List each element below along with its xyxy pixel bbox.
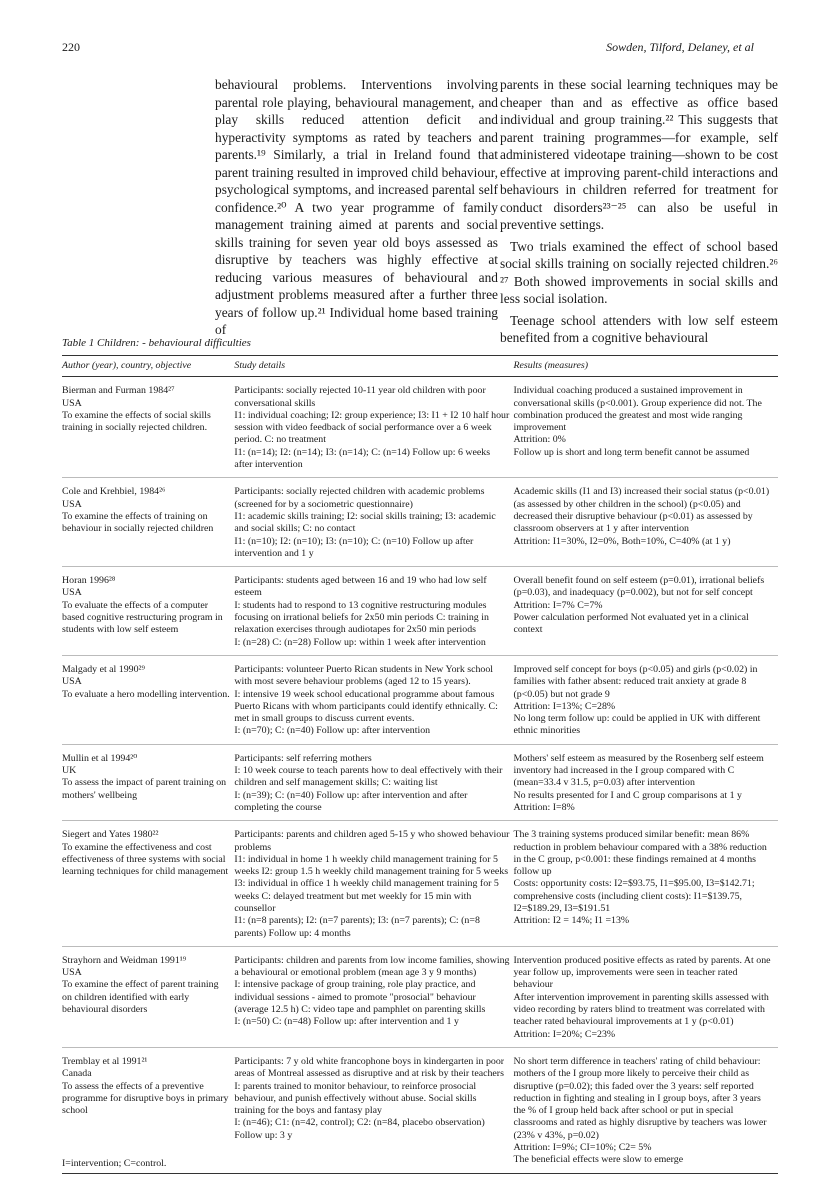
cell-line: UK	[62, 765, 77, 777]
cell-line: Academic skills (I1 and I3) increased their social status (p<0.01) (as assessed by other children in the school) (p<0.05) and decreased their disruptive behaviour (p<0.01) as assessed by classroom observers at 1 y after intervention	[513, 486, 770, 535]
cell-study-details	[234, 478, 513, 567]
cell-author	[62, 567, 234, 656]
cell-results	[513, 377, 778, 478]
cell-author	[62, 744, 234, 820]
body-paragraph: behavioural problems. Interventions involving parental role playing, behavioural management, and play skills reduced attention deficit and hyperactivity symptoms as rated by teachers and parents.¹⁹ Similarly, a trial in Ireland found that parent training resulted in improved child behaviour, psychological symptoms, and increased parental self confidence.²⁰ A two year programme of family management training aimed at parents and social skills training for seven year old boys assessed as disruptive by teachers was highly effective at reducing various measures of behavioural and adjustment problems measured after a further three years of follow up.²¹ Individual home based training of	[215, 77, 498, 337]
cell-line: Mothers' self esteem as measured by the Rosenberg self esteem inventory had increased in the I group compared with C (mean=33.4 v 31.5, p=0.03) after intervention	[513, 752, 764, 789]
cell-study-details	[234, 655, 513, 744]
cell-line: No long term follow up: could be applied in UK with different ethnic minorities	[513, 713, 761, 737]
cell-line: Participants: volunteer Puerto Rican students in New York school with most severe behaviour problems (aged 12 to 15 years).	[234, 663, 494, 688]
body-paragraph: parents in these social learning techniques may be cheaper than and as effective as office based individual and group training.²² This suggests that parent training programmes—for example, self administered videotape training—shown to be cost effective at improving parent-child interactions and behaviours in children referred for treatment for conduct disorders²³⁻²⁵ can also be useful in preventive settings.	[500, 77, 778, 232]
cell-line: Strayhorn and Weidman 1991¹⁹	[62, 954, 187, 966]
cell-line: Power calculation performed Not evaluated yet in a clinical context	[513, 612, 749, 636]
cell-results	[513, 946, 778, 1047]
cell-line: I: 10 week course to teach parents how to deal effectively with their children and self management skills; C: waiting list	[234, 765, 503, 789]
cell-line: I: (n=70); C: (n=40) Follow up: after intervention	[234, 725, 431, 737]
table-row	[62, 744, 778, 820]
cell-results	[513, 655, 778, 744]
header-results: Results (measures)	[513, 356, 778, 377]
cell-line: No short term difference in teachers' rating of child behaviour: mothers of the I group more likely to perceive their child as disruptive (p=0.02); this faded over the 3 years: self reported reduction in fighting and stealing in I group boys, after 3 years the % of I group held back after school or put in special classrooms and rated as highly disruptive by teachers was lower (23% v 43%, p=0.02)	[513, 1055, 767, 1141]
cell-line: I: (n=39); C: (n=40) Follow up: after intervention and after completing the course	[234, 789, 468, 813]
cell-line: Participants: students aged between 16 and 19 who had low self esteem	[234, 575, 487, 599]
cell-line: Horan 1996²⁸	[62, 575, 116, 587]
cell-line: USA	[62, 397, 82, 409]
cell-line: I: students had to respond to 13 cognitive restructuring modules focusing on irrational beliefs for 2x50 min periods C: training in relaxation exercises through audiotapes for 2x50 min periods	[234, 599, 489, 636]
cell-line: I: (n=46); C1: (n=42, control); C2: (n=84, placebo observation) Follow up: 3 y	[234, 1117, 485, 1141]
cell-study-details	[234, 377, 513, 478]
cell-line: USA	[62, 967, 82, 979]
table-footnote: I=intervention; C=control.	[62, 1158, 167, 1169]
body-paragraph: Two trials examined the effect of school based social skills training on socially rejected children.²⁶ ²⁷ Both showed improvements in social skills and less social isolation.	[500, 238, 778, 306]
cell-line: Attrition: I=20%; C=23%	[513, 1028, 616, 1040]
page-number: 220	[62, 40, 80, 54]
cell-line: To examine the effects of training on behaviour in socially rejected children	[62, 510, 214, 535]
table-header-row	[62, 356, 778, 377]
body-column-right	[500, 76, 778, 347]
cell-line: Intervention produced positive effects as rated by parents. At one year follow up, improvements were seen in teacher rated behaviour	[513, 954, 771, 991]
table-row	[62, 655, 778, 744]
cell-line: USA	[62, 498, 82, 510]
cell-line: Overall benefit found on self esteem (p=0.01), irrational beliefs (p=0.03), and inadequacy (p=0.002), but not for self concept	[513, 575, 765, 599]
cell-line: No results presented for I and C group comparisons at 1 y	[513, 789, 742, 801]
cell-line: I: (n=50) C: (n=48) Follow up: after intervention and 1 y	[234, 1016, 459, 1028]
cell-line: To assess the effects of a preventive programme for disruptive boys in primary school	[62, 1080, 229, 1117]
cell-line: Follow up is short and long term benefit cannot be assumed	[513, 446, 750, 458]
cell-line: Canada	[62, 1068, 92, 1080]
cell-line: Participants: socially rejected children with academic problems (screened for by a sociometric questionnaire)	[234, 486, 485, 510]
body-column-left	[215, 76, 498, 339]
cell-line: Costs: opportunity costs: I2=$93.75, I1=$95.00, I3=$142.71; comprehensive costs (including client costs): I1=$139.75, I2=$189.29, I3=$191.51	[513, 878, 755, 914]
study-table	[62, 355, 778, 1174]
cell-study-details	[234, 1047, 513, 1173]
cell-author	[62, 946, 234, 1047]
cell-line: Bierman and Furman 1984²⁷	[62, 385, 175, 397]
cell-line: Attrition: I1=30%, I2=0%, Both=10%, C=40% (at 1 y)	[513, 535, 731, 547]
cell-line: I: intensive package of group training, role play practice, and individual sessions - aimed to promote "prosocial" behaviour (average 12.5 h) C: video tape and pamphlet on parenting skills	[234, 979, 486, 1016]
cell-line: The 3 training systems produced similar benefit: mean 86% reduction in problem behaviour compared with a 38% reduction in the C group, p<0.001: these findings remained at 4 months follow up	[513, 829, 767, 878]
cell-author	[62, 655, 234, 744]
table-row	[62, 1047, 778, 1173]
cell-line: Tremblay et al 1991²¹	[62, 1055, 148, 1067]
cell-line: Attrition: I=8%	[513, 801, 575, 813]
cell-line: To examine the effect of parent training on children identified with early behavioural disorders	[62, 979, 219, 1016]
cell-line: USA	[62, 587, 82, 599]
cell-line: To examine the effectiveness and cost effectiveness of three systems with social learning techniques for child management	[62, 841, 229, 878]
cell-line: I1: (n=14); I2: (n=14); I3: (n=14); C: (n=14) Follow up: 6 weeks after intervention	[234, 446, 491, 471]
cell-line: Siegert and Yates 1980²²	[62, 829, 159, 841]
cell-line: Participants: socially rejected 10-11 year old children with poor conversational skills	[234, 385, 486, 409]
cell-line: Improved self concept for boys (p<0.05) and girls (p<0.02) in families with father absent: reduced trait anxiety at grade 8 (p<0.05) but not grade 9	[513, 663, 758, 700]
cell-line: To assess the impact of parent training on mothers' wellbeing	[62, 777, 227, 801]
cell-line: Participants: 7 y old white francophone boys in kindergarten in poor areas of Montreal assessed as disruptive and at risk by their teachers	[234, 1055, 505, 1080]
cell-line: Cole and Krehbiel, 1984²⁶	[62, 486, 166, 498]
header-author: Author (year), country, objective	[62, 356, 234, 377]
table-row	[62, 946, 778, 1047]
cell-line: I1: (n=10); I2: (n=10); I3: (n=10); C: (n=10) Follow up after intervention and 1 y	[234, 535, 474, 559]
cell-line: I1: academic skills training; I2: social skills training; I3: academic and social skills; C: no contact	[234, 510, 496, 535]
cell-line: Attrition: I=13%; C=28%	[513, 700, 616, 712]
body-paragraph: Teenage school attenders with low self esteem benefited from a cognitive behavioural	[500, 312, 778, 345]
cell-line: USA	[62, 676, 82, 688]
cell-line: Attrition: I=9%; CI=10%; C2= 5%	[513, 1142, 652, 1154]
cell-line: Attrition: I=7% C=7%	[513, 599, 603, 611]
cell-line: I1: (n=8 parents); I2: (n=7 parents); I3: (n=7 parents); C: (n=8 parents) Follow up: 4 months	[234, 915, 480, 939]
cell-line: Attrition: 0%	[513, 434, 566, 446]
cell-study-details	[234, 821, 513, 947]
cell-author	[62, 821, 234, 947]
cell-results	[513, 821, 778, 947]
cell-line: The beneficial effects were slow to emerge	[513, 1154, 684, 1166]
cell-study-details	[234, 567, 513, 656]
table-row	[62, 567, 778, 656]
cell-line: I: intensive 19 week school educational programme about famous Puerto Ricans with whom participants could identify ethnically. C: met in small groups to discuss current events.	[234, 688, 498, 725]
table-row	[62, 821, 778, 947]
cell-line: To examine the effects of social skills training in socially rejected children.	[62, 409, 211, 434]
cell-study-details	[234, 744, 513, 820]
cell-results	[513, 744, 778, 820]
cell-line: I: (n=28) C: (n=28) Follow up: within 1 week after intervention	[234, 636, 486, 648]
cell-line: I1: individual coaching; I2: group experience; I3: I1 + I2 10 half hour session with video feedback of social performance over a 6 week period. C: no treatment	[234, 409, 510, 446]
cell-line: Participants: self referring mothers	[234, 752, 372, 764]
running-head: Sowden, Tilford, Delaney, et al	[606, 40, 754, 54]
cell-author	[62, 377, 234, 478]
table-body	[62, 377, 778, 1173]
cell-line: Participants: parents and children aged 5-15 y who showed behaviour problems	[234, 829, 510, 853]
cell-study-details	[234, 946, 513, 1047]
cell-line: After intervention improvement in parenting skills assessed with video recording by raters blind to treatment was correlated with teacher rated behavioural improvements at 1 y (p<0.01)	[513, 991, 769, 1028]
cell-line: I1: individual in home 1 h weekly child management training for 5 weeks I2: group 1.5 h weekly child management training for 5 weeks I3: individual in office 1 h weekly child management training for 5 weeks C: delayed treatment but met weekly for 15 min with counsellor	[234, 853, 509, 914]
table-caption: Table 1 Children: - behavioural difficulties	[62, 337, 251, 349]
cell-results	[513, 1047, 778, 1173]
table-row	[62, 478, 778, 567]
cell-line: Individual coaching produced a sustained improvement in conversational skills (p<0.001). Group experience did not. The combination produced the greatest and most wide ranging improvement	[513, 385, 762, 434]
cell-line: Mullin et al 1994²⁰	[62, 752, 138, 764]
cell-author	[62, 1047, 234, 1173]
cell-line: To evaluate a hero modelling intervention.	[62, 688, 230, 700]
cell-results	[513, 478, 778, 567]
cell-line: Attrition: I2 = 14%; I1 =13%	[513, 915, 630, 927]
cell-line: To evaluate the effects of a computer based cognitive restructuring program in students with low self esteem	[62, 599, 223, 636]
cell-results	[513, 567, 778, 656]
cell-line: I: parents trained to monitor behaviour, to reinforce prosocial behaviour, and punish effectively without abuse. Social skills training for the boys and fantasy play	[234, 1080, 477, 1117]
table-row	[62, 377, 778, 478]
cell-line: Malgady et al 1990²⁹	[62, 663, 145, 675]
header-study-details: Study details	[234, 356, 513, 377]
cell-author	[62, 478, 234, 567]
cell-line: Participants: children and parents from low income families, showing a behavioural or emotional problem (mean age 3 y 9 months)	[234, 954, 510, 979]
